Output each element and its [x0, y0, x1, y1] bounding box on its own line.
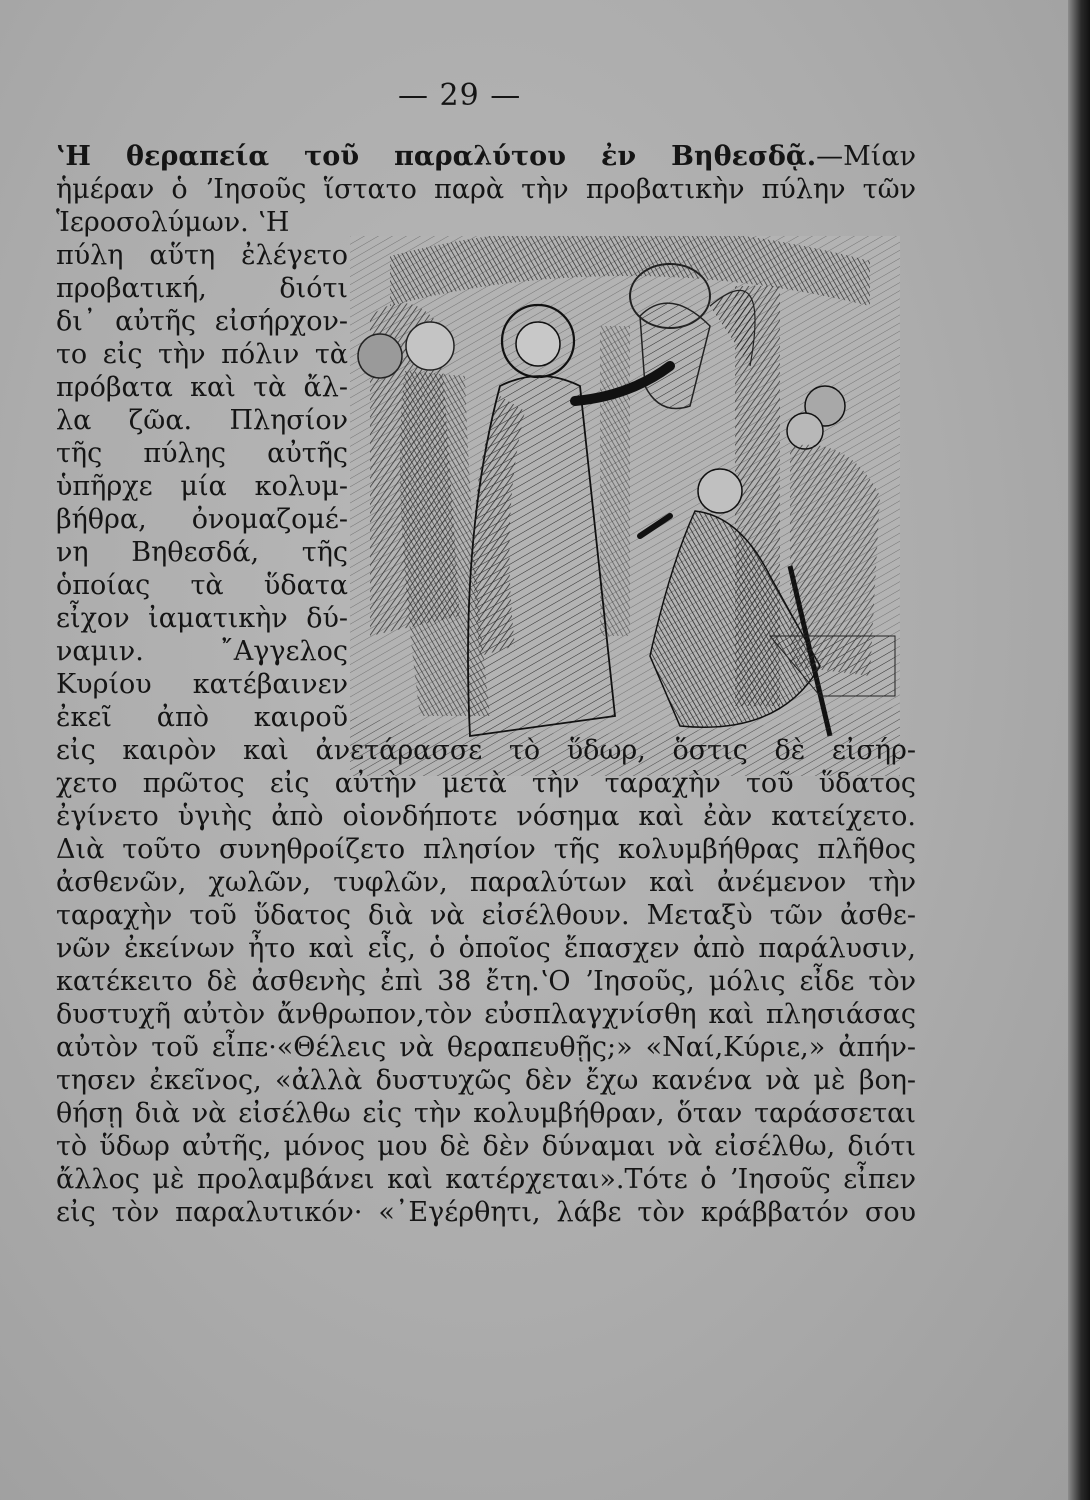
- text-line: ἐκεῖ ἀπὸ καιροῦ: [56, 702, 348, 733]
- text-line: Διὰ τοῦτο συνηθροίζετο πλησίον τῆς κολυμβήθρας πλῆθος: [56, 834, 916, 865]
- section-title: ʽΗ θεραπεία τοῦ παραλύτου ἐν Βηθεσδᾷ.: [56, 141, 817, 172]
- text-line: το εἰς τὴν πόλιν τὰ: [56, 339, 348, 370]
- text-line: βήθρα, ὀνομαζομέ-: [56, 504, 348, 535]
- text-line: αὐτὸν τοῦ εἶπε·«Θέλεις νὰ θεραπευθῇς;» «Ναί,Κύριε,» ἀπήν-: [56, 1032, 916, 1063]
- text-line: νῶν ἐκείνων ἦτο καὶ εἷς, ὁ ὁποῖος ἔπασχεν ἀπὸ παράλυσιν,: [56, 933, 916, 964]
- text-line: λα ζῶα. Πλησίον: [56, 405, 348, 436]
- text-line: ἀσθενῶν, χωλῶν, τυφλῶν, παραλύτων καὶ ἀνέμενον τὴν: [56, 867, 916, 898]
- text-line: ἄλλος μὲ προλαμβάνει καὶ κατέρχεται».Τότε ὁ ʼΙησοῦς εἶπεν: [56, 1164, 916, 1195]
- text-line: ὑπῆρχε μία κολυμ-: [56, 471, 348, 502]
- text-line: πύλη αὕτη ἐλέγετο: [56, 240, 348, 271]
- text-line: εἶχον ἰαματικὴν δύ-: [56, 603, 348, 634]
- text-line: πρόβατα καὶ τὰ ἄλ-: [56, 372, 348, 403]
- text-line: τὸ ὕδωρ αὐτῆς, μόνος μου δὲ δὲν δύναμαι νὰ εἰσέλθω, διότι: [56, 1131, 916, 1162]
- text-line: νη Βηθεσδά, τῆς: [56, 537, 348, 568]
- text-line: χετο πρῶτος εἰς αὐτὴν μετὰ τὴν ταραχὴν τοῦ ὕδατος: [56, 768, 916, 799]
- text-line: ὁποίας τὰ ὕδατα: [56, 570, 348, 601]
- page-edge-shadow: [1068, 0, 1090, 1500]
- text-line: θήσῃ διὰ νὰ εἰσέλθω εἰς τὴν κολυμβήθραν, ὅταν ταράσσεται: [56, 1098, 916, 1129]
- text-line: ναμιν. ῎Αγγελος: [56, 636, 348, 667]
- text-line: τησεν ἐκεῖνος, «ἀλλὰ δυστυχῶς δὲν ἔχω κανένα νὰ μὲ βοη-: [56, 1065, 916, 1096]
- text-line: προβατική, διότι: [56, 273, 348, 304]
- text-line: εἰς καιρὸν καὶ ἀνετάρασσε τὸ ὕδωρ, ὅστις δὲ εἰσήρ-: [56, 735, 916, 766]
- text-line: ταραχὴν τοῦ ὕδατος διὰ νὰ εἰσέλθουν. Μεταξὺ τῶν ἀσθε-: [56, 900, 916, 931]
- text-line-title: [56, 140, 916, 173]
- body-text: [56, 140, 916, 1229]
- text-line: ἐγίνετο ὑγιὴς ἀπὸ οἱονδήποτε νόσημα καὶ ἐὰν κατείχετο.: [56, 801, 916, 832]
- text-line: Κυρίου κατέβαινεν: [56, 669, 348, 700]
- text-line: κατέκειτο δὲ ἀσθενὴς ἐπὶ 38 ἔτη.ʽΟ ʼΙησοῦς, μόλις εἶδε τὸν: [56, 966, 916, 997]
- text-line: εἰς τὸν παραλυτικόν· «᾽Εγέρθητι, λάβε τὸν κράββατόν σου: [56, 1197, 916, 1228]
- text-line-fragment: —Μίαν: [816, 141, 916, 172]
- page-number: — 29 —: [398, 78, 522, 113]
- text-line: δι᾽ αὐτῆς εἰσήρχον-: [56, 306, 348, 337]
- text-line: δυστυχῆ αὐτὸν ἄνθρωπον,τὸν εὐσπλαγχνίσθη καὶ πλησιάσας: [56, 999, 916, 1030]
- text-line: τῆς πύλης αὐτῆς: [56, 438, 348, 469]
- text-line: ἡμέραν ὁ ʼΙησοῦς ἵστατο παρὰ τὴν προβατικὴν πύλην τῶν: [56, 174, 916, 205]
- text-line: Ἱεροσολύμων. ʽΗ: [56, 207, 290, 238]
